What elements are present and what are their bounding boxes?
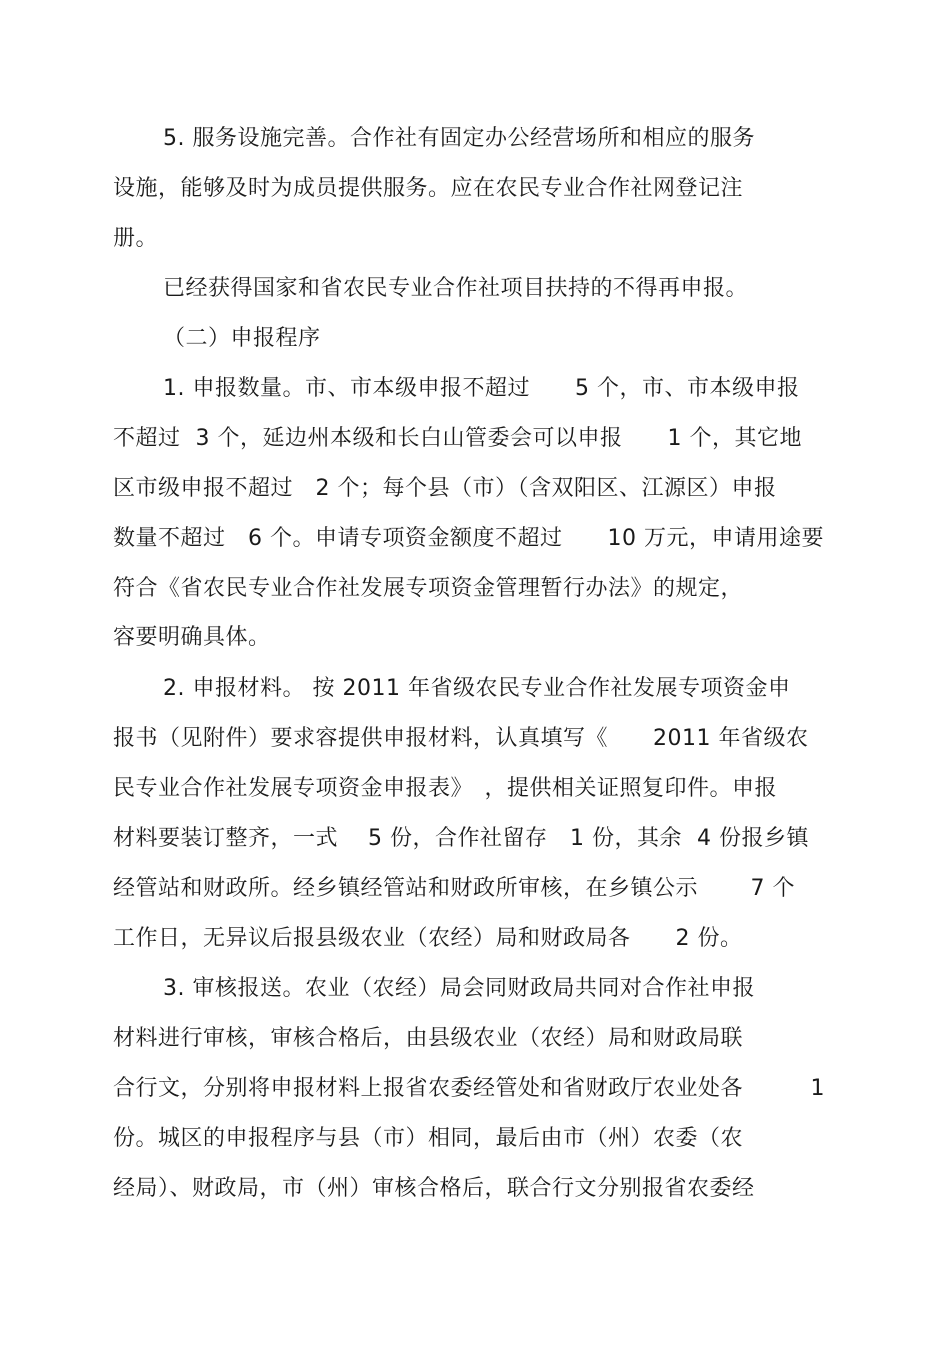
text-line-6: 1. 申报数量。市、市本级申报不超过 5 个，市、市本级申报	[163, 376, 800, 401]
text-line-18: 3. 审核报送。农业（农经）局会同财政局共同对合作社申报	[163, 976, 755, 1001]
text-line-20: 合行文，分别将申报材料上报省农委经管处和省财政厅农业处各 1	[113, 1076, 825, 1101]
text-line-7: 不超过 3 个，延边州本级和长白山管委会可以申报 1 个，其它地	[113, 426, 802, 451]
text-line-9: 数量不超过 6 个。申请专项资金额度不超过 10 万元，申请用途要	[113, 526, 824, 551]
text-line-22: 经局）、财政局，市（州）审核合格后，联合行文分别报省农委经	[113, 1176, 755, 1201]
text-line-15: 材料要装订整齐，一式 5 份，合作社留存 1 份，其余 4 份报乡镇	[113, 826, 809, 851]
text-line-14: 民专业合作社发展专项资金申报表》 ，提供相关证照复印件。申报	[113, 776, 778, 801]
text-line-1: 5. 服务设施完善。合作社有固定办公经营场所和相应的服务	[163, 126, 755, 151]
text-line-16: 经管站和财政所。经乡镇经管站和财政所审核，在乡镇公示 7 个	[113, 876, 795, 901]
text-line-8: 区市级申报不超过 2 个；每个县（市）（含双阳区、江源区）申报	[113, 476, 777, 501]
text-line-13: 报书（见附件）要求容提供申报材料，认真填写《 2011 年省级农	[113, 726, 809, 751]
text-line-2: 设施，能够及时为成员提供服务。应在农民专业合作社网登记注	[113, 176, 744, 201]
text-line-21: 份。城区的申报程序与县（市）相同，最后由市（州）农委（农	[113, 1126, 744, 1151]
text-line-19: 材料进行审核，审核合格后，由县级农业（农经）局和财政局联	[113, 1026, 744, 1051]
text-line-3: 册。	[113, 226, 159, 251]
text-line-17: 工作日，无异议后报县级农业（农经）局和财政局各 2 份。	[113, 926, 743, 951]
text-line-11: 容要明确具体。	[113, 625, 271, 650]
section-heading: （二）申报程序	[163, 326, 321, 351]
text-line-12: 2. 申报材料。 按 2011 年省级农民专业合作社发展专项资金申	[163, 676, 791, 701]
text-line-4: 已经获得国家和省农民专业合作社项目扶持的不得再申报。	[163, 276, 749, 301]
text-line-10: 符合《省农民专业合作社发展专项资金管理暂行办法》的规定，	[113, 576, 744, 601]
